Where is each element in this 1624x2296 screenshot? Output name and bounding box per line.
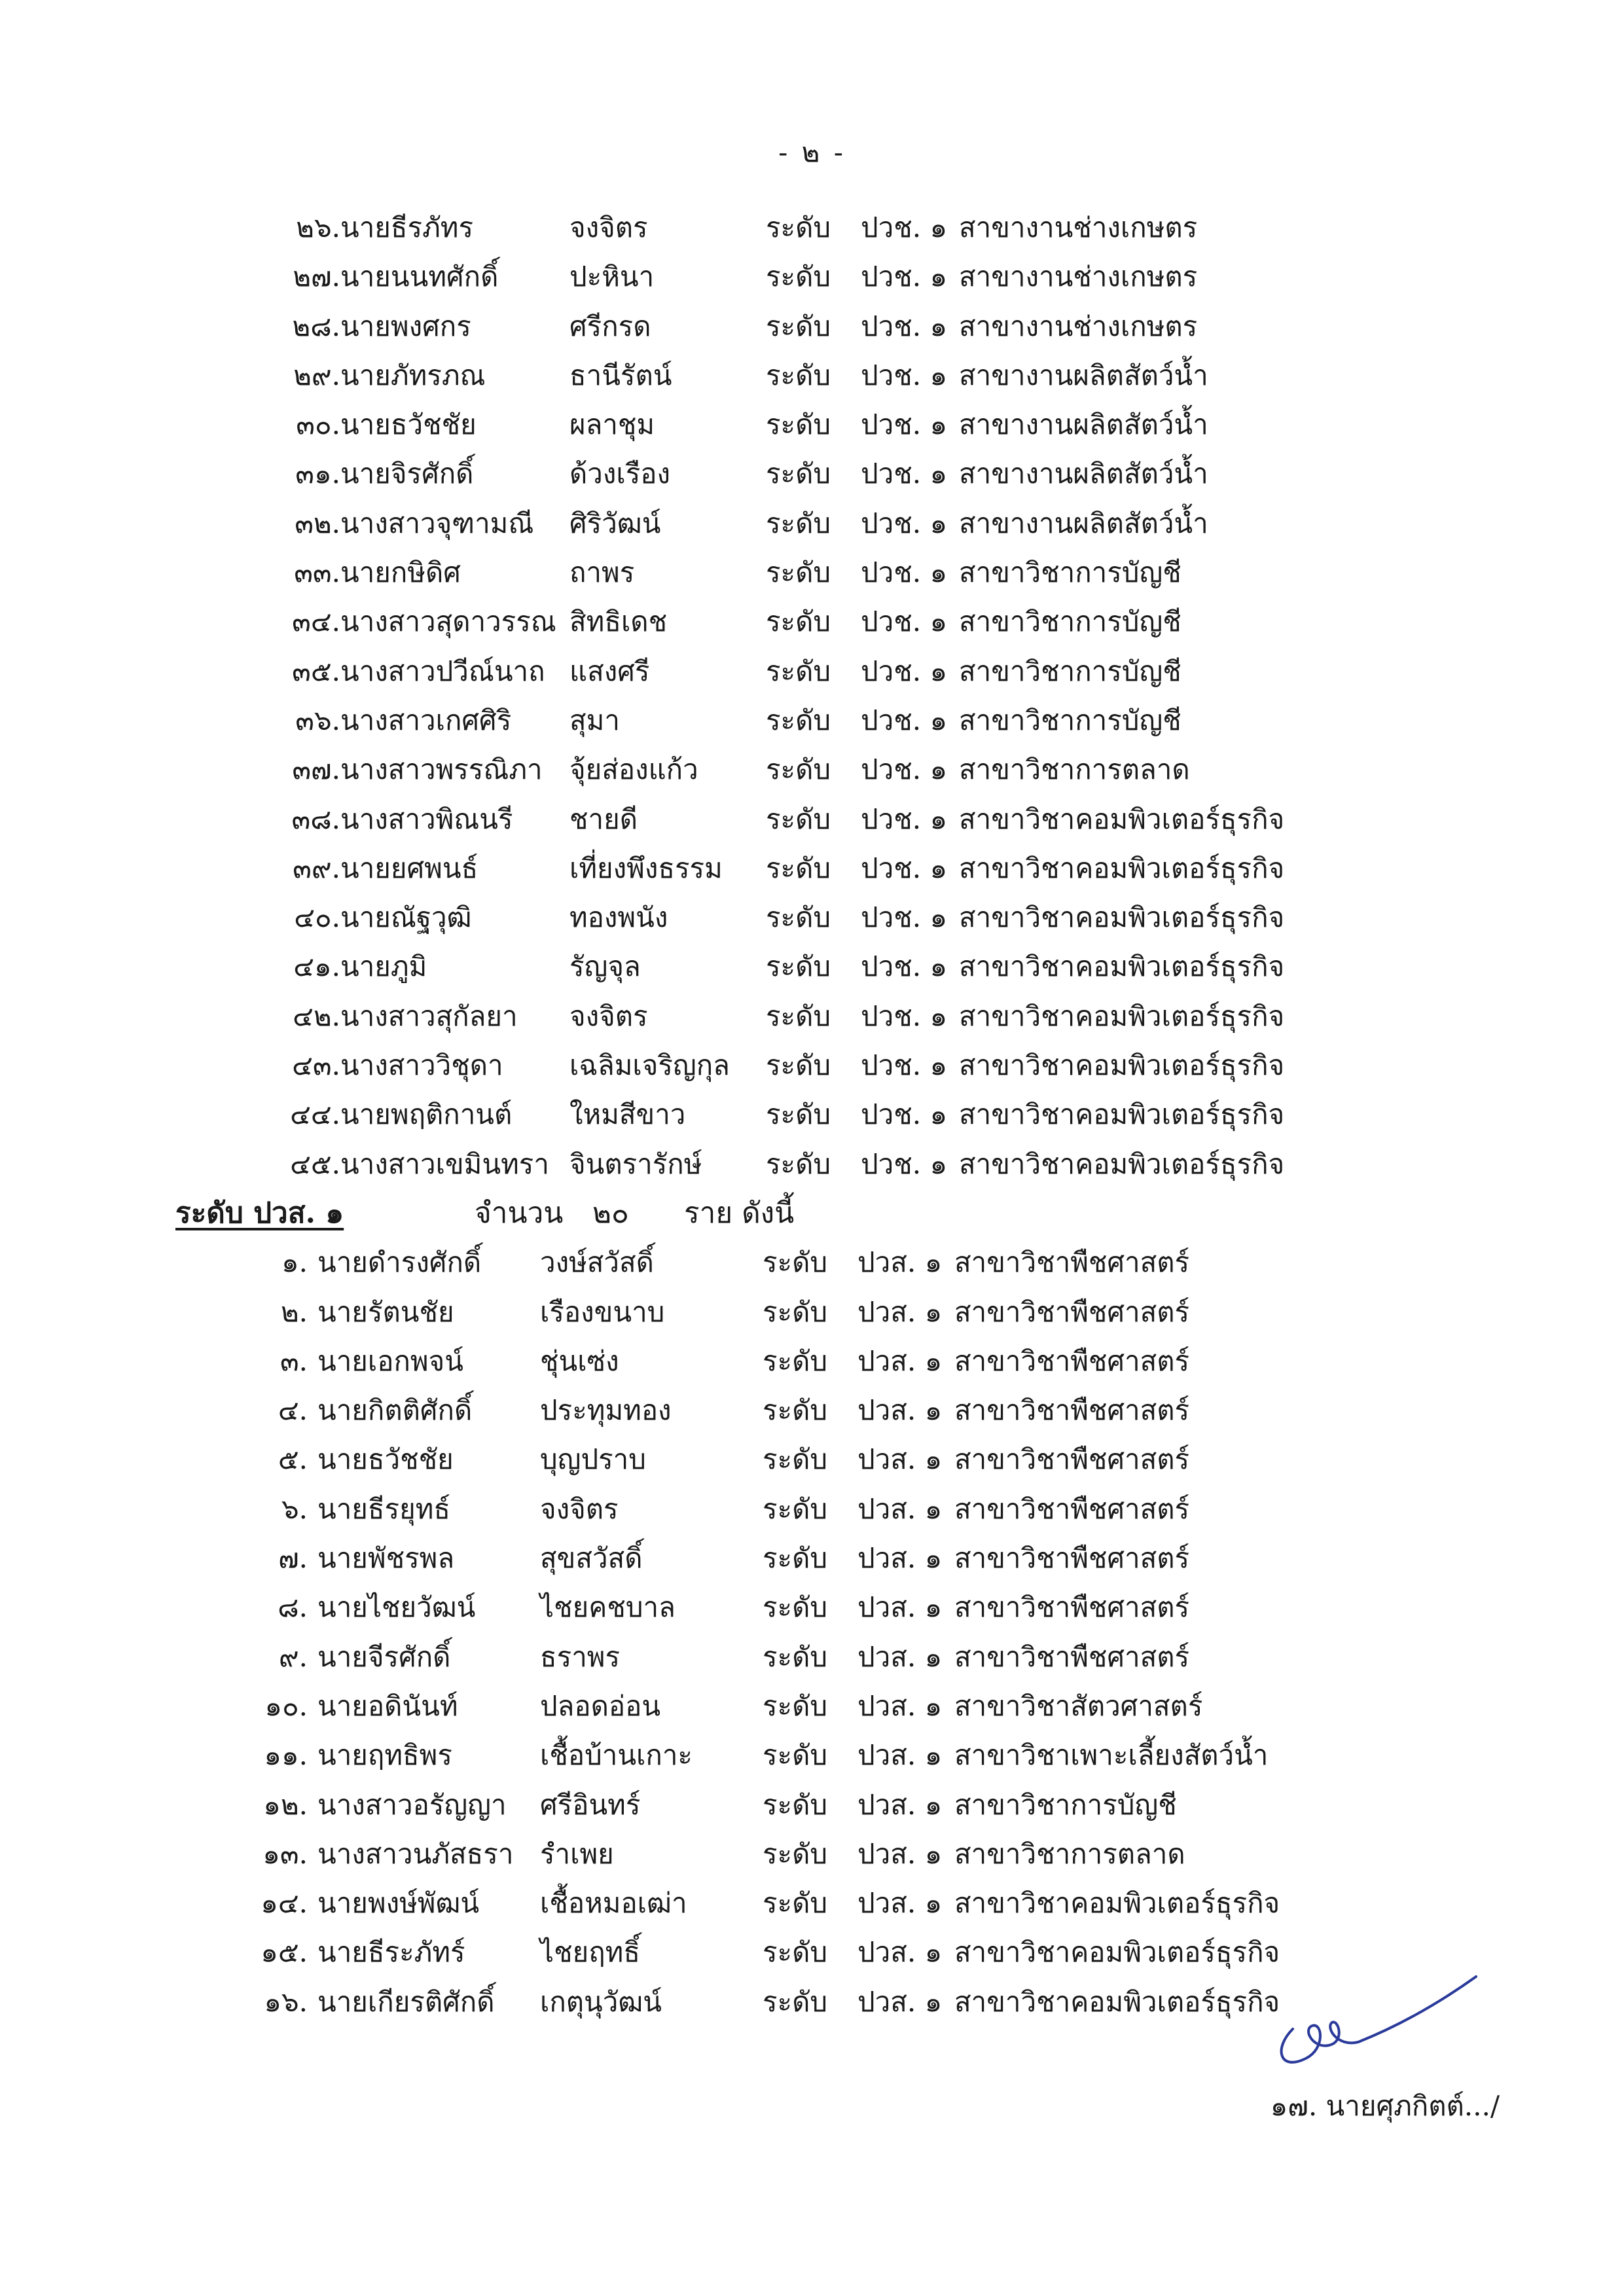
grade-level: ปวส. ๑: [857, 1394, 943, 1427]
item-number: ๔๔.: [290, 1098, 340, 1131]
item-number: ๑.: [281, 1246, 308, 1279]
family-name: จินตรารักษ์: [569, 1147, 702, 1180]
given-name: นางสาวนภัสธรา: [317, 1837, 514, 1870]
list-item: [0, 992, 1624, 1041]
given-name: นายธีรยุทธ์: [317, 1492, 451, 1525]
given-name: นายอดินันท์: [317, 1689, 458, 1722]
grade-level: ปวช. ๑: [861, 1098, 948, 1131]
list-item: [0, 302, 1624, 351]
item-number: ๕.: [278, 1443, 308, 1476]
item-number: ๔๓.: [292, 1049, 340, 1082]
level-label: ระดับ: [763, 1295, 828, 1328]
given-name: นางสาวปวีณ์นาถ: [340, 655, 545, 687]
level-label: ระดับ: [763, 1344, 828, 1377]
family-name: ทองพนัง: [569, 901, 668, 934]
item-number: ๔.: [278, 1394, 308, 1427]
grade-level: ปวช. ๑: [861, 852, 948, 884]
given-name: นายจีรศักดิ์: [317, 1640, 451, 1673]
section-higher-vocational: [0, 1238, 1624, 2026]
major-name: สาขาวิชาการบัญชี: [959, 605, 1182, 638]
major-name: สาขาวิชาเพาะเลี้ยงสัตว์น้ำ: [954, 1739, 1269, 1772]
grade-level: ปวส. ๑: [857, 1985, 943, 2018]
major-name: สาขาวิชาสัตวศาสตร์: [954, 1689, 1203, 1722]
major-name: สาขางานช่างเกษตร: [959, 211, 1198, 243]
major-name: สาขาวิชาคอมพิวเตอร์ธุรกิจ: [959, 1147, 1285, 1180]
family-name: เที่ยงพึงธรรม: [569, 852, 723, 884]
given-name: นายพัชรพล: [317, 1542, 455, 1575]
family-name: เรืองขนาบ: [540, 1295, 665, 1328]
family-name: สุขสวัสดิ์: [540, 1542, 643, 1575]
major-name: สาขางานผลิตสัตว์น้ำ: [959, 457, 1208, 490]
grade-level: ปวส. ๑: [857, 1837, 943, 1870]
given-name: นางสาวเกศศิริ: [340, 704, 512, 736]
list-item: [0, 1435, 1624, 1484]
given-name: นายพฤติกานต์: [340, 1098, 513, 1131]
list-item: [0, 499, 1624, 548]
major-name: สาขาวิชาการบัญชี: [959, 655, 1182, 687]
major-name: สาขาวิชาพืชศาสตร์: [954, 1344, 1190, 1377]
level-label: ระดับ: [766, 1049, 831, 1082]
list-item: [0, 1041, 1624, 1090]
list-item: [0, 1878, 1624, 1928]
item-number: ๑๕.: [261, 1936, 308, 1969]
family-name: เฉลิมเจริญกุล: [569, 1049, 730, 1082]
family-name: จงจิตร: [569, 999, 648, 1032]
list-item: [0, 203, 1624, 252]
grade-level: ปวส. ๑: [857, 1443, 943, 1476]
major-name: สาขาวิชาการบัญชี: [959, 704, 1182, 736]
major-name: สาขางานผลิตสัตว์น้ำ: [959, 359, 1208, 391]
item-number: ๓๙.: [293, 852, 340, 884]
list-item: [0, 893, 1624, 942]
family-name: ศรีอินทร์: [540, 1788, 641, 1821]
grade-level: ปวช. ๑: [861, 260, 948, 293]
grade-level: ปวส. ๑: [857, 1788, 943, 1821]
given-name: นายจิรศักดิ์: [340, 457, 474, 490]
grade-level: ปวส. ๑: [857, 1492, 943, 1525]
family-name: รำเพย: [540, 1837, 614, 1870]
grade-level: ปวช. ๑: [861, 211, 948, 243]
major-name: สาขาวิชาคอมพิวเตอร์ธุรกิจ: [959, 950, 1285, 983]
list-item: [0, 1090, 1624, 1139]
section-vocational-certificate: [0, 203, 1624, 1189]
major-name: สาขาวิชาคอมพิวเตอร์ธุรกิจ: [959, 1049, 1285, 1082]
signature-mark: [1267, 1950, 1483, 2075]
major-name: สาขาวิชาพืชศาสตร์: [954, 1443, 1190, 1476]
grade-level: ปวช. ๑: [861, 310, 948, 342]
major-name: สาขาวิชาการบัญชี: [954, 1788, 1177, 1821]
list-item: [0, 1829, 1624, 1878]
family-name: สุมา: [569, 704, 620, 736]
item-number: ๙.: [278, 1640, 308, 1673]
page-number: - ๒ -: [778, 136, 846, 168]
item-number: ๑๓.: [262, 1837, 308, 1870]
given-name: นายพงษ์พัฒน์: [317, 1887, 480, 1920]
item-number: ๑๒.: [263, 1788, 308, 1821]
level-label: ระดับ: [766, 852, 831, 884]
level-label: ระดับ: [763, 1936, 828, 1969]
item-number: ๔๑.: [293, 950, 340, 983]
continuation-note: ๑๗. นายศุภกิตต์.../: [1270, 2090, 1500, 2122]
family-name: จงจิตร: [540, 1492, 619, 1525]
level-label: ระดับ: [766, 1098, 831, 1131]
item-number: ๔๕.: [290, 1147, 340, 1180]
grade-level: ปวช. ๑: [861, 802, 948, 835]
major-name: สาขางานช่างเกษตร: [959, 260, 1198, 293]
section-heading-higher-vocational: [0, 1189, 1624, 1238]
major-name: สาขาวิชาพืชศาสตร์: [954, 1295, 1190, 1328]
item-number: ๒๙.: [293, 359, 340, 391]
grade-level: ปวช. ๑: [861, 901, 948, 934]
level-label: ระดับ: [763, 1640, 828, 1673]
given-name: นางสาวอรัญญา: [317, 1788, 507, 1821]
given-name: นายรัตนชัย: [317, 1295, 454, 1328]
list-item: [0, 745, 1624, 794]
level-label: ระดับ: [763, 1837, 828, 1870]
given-name: นายภูมิ: [340, 950, 427, 983]
grade-level: ปวช. ๑: [861, 1147, 948, 1180]
major-name: สาขางานผลิตสัตว์น้ำ: [959, 408, 1208, 441]
list-item: [0, 548, 1624, 597]
level-label: ระดับ: [766, 655, 831, 687]
list-item: [0, 1632, 1624, 1681]
item-number: ๓๘.: [291, 802, 340, 835]
grade-level: ปวช. ๑: [861, 359, 948, 391]
grade-level: ปวช. ๑: [861, 556, 948, 589]
item-number: ๒๗.: [293, 260, 340, 293]
list-item: [0, 1336, 1624, 1386]
grade-level: ปวส. ๑: [857, 1542, 943, 1575]
major-name: สาขาวิชาการตลาด: [959, 753, 1190, 786]
section-heading-unit: ราย ดังนี้: [684, 1196, 795, 1230]
family-name: ผลาชุม: [569, 408, 655, 441]
item-number: ๓๐.: [296, 408, 340, 441]
level-label: ระดับ: [766, 556, 831, 589]
item-number: ๑๖.: [264, 1985, 308, 2018]
item-number: ๑๔.: [261, 1887, 308, 1920]
major-name: สาขาวิชาคอมพิวเตอร์ธุรกิจ: [959, 901, 1285, 934]
list-item: [0, 400, 1624, 449]
list-item: [0, 1386, 1624, 1435]
section-heading-label: ระดับ ปวส. ๑: [175, 1196, 344, 1230]
level-label: ระดับ: [763, 1246, 828, 1279]
given-name: นางสาวจุฑามณี: [340, 507, 534, 539]
major-name: สาขาวิชาคอมพิวเตอร์ธุรกิจ: [954, 1936, 1280, 1969]
grade-level: ปวช. ๑: [861, 999, 948, 1032]
level-label: ระดับ: [766, 1147, 831, 1180]
major-name: สาขางานผลิตสัตว์น้ำ: [959, 507, 1208, 539]
grade-level: ปวส. ๑: [857, 1887, 943, 1920]
item-number: ๘.: [278, 1591, 308, 1624]
level-label: ระดับ: [766, 507, 831, 539]
family-name: ใหมสีขาว: [569, 1098, 686, 1131]
family-name: ธานีรัตน์: [569, 359, 672, 391]
given-name: นายธีระภัทร์: [317, 1936, 465, 1969]
level-label: ระดับ: [766, 753, 831, 786]
list-item: [0, 942, 1624, 991]
family-name: ศิริวัฒน์: [569, 507, 661, 539]
level-label: ระดับ: [766, 950, 831, 983]
family-name: ไชยฤทธิ์: [540, 1936, 640, 1969]
family-name: เกตุนุวัฒน์: [540, 1985, 662, 2018]
major-name: สาขาวิชาคอมพิวเตอร์ธุรกิจ: [954, 1985, 1280, 2018]
level-label: ระดับ: [763, 1985, 828, 2018]
given-name: นายกิตติศักดิ์: [317, 1394, 473, 1427]
section-heading-count-label: จำนวน: [475, 1196, 564, 1230]
given-name: นายดำรงศักดิ์: [317, 1246, 482, 1279]
level-label: ระดับ: [766, 457, 831, 490]
given-name: นายธวัชชัย: [340, 408, 477, 441]
level-label: ระดับ: [763, 1887, 828, 1920]
list-item: [0, 252, 1624, 301]
list-item: [0, 844, 1624, 893]
list-item: [0, 1139, 1624, 1189]
given-name: นางสาวพรรณิภา: [340, 753, 543, 786]
item-number: ๑๐.: [264, 1689, 308, 1722]
list-item: [0, 1238, 1624, 1287]
major-name: สาขาวิชาการบัญชี: [959, 556, 1182, 589]
list-item: [0, 1287, 1624, 1336]
major-name: สาขาวิชาพืชศาสตร์: [954, 1246, 1190, 1279]
given-name: นางสาวสุกัลยา: [340, 999, 518, 1032]
family-name: รัญจุล: [569, 950, 641, 983]
family-name: ศรีกรด: [569, 310, 651, 342]
grade-level: ปวช. ๑: [861, 655, 948, 687]
list-item: [0, 1731, 1624, 1780]
list-item: [0, 597, 1624, 646]
list-item: [0, 1583, 1624, 1632]
family-name: ธราพร: [540, 1640, 621, 1673]
given-name: นายไชยวัฒน์: [317, 1591, 476, 1624]
list-item: [0, 1484, 1624, 1534]
item-number: ๔๒.: [293, 999, 340, 1032]
item-number: ๓๖.: [295, 704, 340, 736]
level-label: ระดับ: [766, 408, 831, 441]
item-number: ๓.: [280, 1344, 308, 1377]
item-number: ๓๔.: [292, 605, 340, 638]
level-label: ระดับ: [766, 901, 831, 934]
level-label: ระดับ: [766, 211, 831, 243]
item-number: ๗.: [278, 1542, 308, 1575]
grade-level: ปวช. ๑: [861, 457, 948, 490]
grade-level: ปวส. ๑: [857, 1295, 943, 1328]
family-name: ประทุมทอง: [540, 1394, 672, 1427]
grade-level: ปวช. ๑: [861, 950, 948, 983]
family-name: ชายดี: [569, 802, 638, 835]
family-name: ถาพร: [569, 556, 635, 589]
list-item: [0, 449, 1624, 498]
family-name: สิทธิเดช: [569, 605, 668, 638]
level-label: ระดับ: [766, 359, 831, 391]
level-label: ระดับ: [766, 260, 831, 293]
item-number: ๒๖.: [296, 211, 340, 243]
level-label: ระดับ: [763, 1394, 828, 1427]
given-name: นายเกียรติศักดิ์: [317, 1985, 495, 2018]
given-name: นางสาววิชุดา: [340, 1049, 503, 1082]
item-number: ๓๗.: [292, 753, 340, 786]
list-item: [0, 1681, 1624, 1731]
major-name: สาขาวิชาคอมพิวเตอร์ธุรกิจ: [959, 999, 1285, 1032]
family-name: บุญปราบ: [540, 1443, 646, 1476]
grade-level: ปวส. ๑: [857, 1591, 943, 1624]
family-name: เชื้อหมอเฒ่า: [540, 1887, 687, 1920]
major-name: สาขางานช่างเกษตร: [959, 310, 1198, 342]
grade-level: ปวส. ๑: [857, 1640, 943, 1673]
grade-level: ปวช. ๑: [861, 753, 948, 786]
given-name: นางสาวพิณนรี: [340, 802, 513, 835]
major-name: สาขาวิชาคอมพิวเตอร์ธุรกิจ: [959, 1098, 1285, 1131]
major-name: สาขาวิชาคอมพิวเตอร์ธุรกิจ: [959, 802, 1285, 835]
family-name: วงษ์สวัสดิ์: [540, 1246, 654, 1279]
list-item: [0, 351, 1624, 400]
given-name: นายยศพนธ์: [340, 852, 478, 884]
item-number: ๒.: [280, 1295, 308, 1328]
level-label: ระดับ: [766, 605, 831, 638]
family-name: เชื้อบ้านเกาะ: [540, 1739, 693, 1772]
given-name: นางสาวสุดาวรรณ: [340, 605, 556, 638]
family-name: จุ้ยส่องแก้ว: [569, 753, 698, 786]
section-heading-count: ๒๐: [592, 1196, 629, 1230]
major-name: สาขาวิชาพืชศาสตร์: [954, 1591, 1190, 1624]
list-item: [0, 795, 1624, 844]
given-name: นายฤทธิพร: [317, 1739, 452, 1772]
level-label: ระดับ: [766, 704, 831, 736]
grade-level: ปวส. ๑: [857, 1344, 943, 1377]
family-name: ชุ่นเซ่ง: [540, 1344, 619, 1377]
major-name: สาขาวิชาคอมพิวเตอร์ธุรกิจ: [959, 852, 1285, 884]
grade-level: ปวส. ๑: [857, 1689, 943, 1722]
major-name: สาขาวิชาพืชศาสตร์: [954, 1394, 1190, 1427]
item-number: ๓๓.: [294, 556, 340, 589]
level-label: ระดับ: [763, 1739, 828, 1772]
item-number: ๒๘.: [292, 310, 340, 342]
list-item: [0, 696, 1624, 745]
level-label: ระดับ: [763, 1542, 828, 1575]
item-number: ๑๑.: [264, 1739, 308, 1772]
given-name: นายพงศกร: [340, 310, 471, 342]
grade-level: ปวช. ๑: [861, 507, 948, 539]
given-name: นายกษิดิศ: [340, 556, 461, 589]
given-name: นายธีรภัทร: [340, 211, 474, 243]
list-item: [0, 1780, 1624, 1829]
level-label: ระดับ: [763, 1591, 828, 1624]
grade-level: ปวส. ๑: [857, 1246, 943, 1279]
given-name: นายเอกพจน์: [317, 1344, 463, 1377]
item-number: ๖.: [281, 1492, 308, 1525]
given-name: นายภัทรภณ: [340, 359, 486, 391]
given-name: นายธวัชชัย: [317, 1443, 454, 1476]
level-label: ระดับ: [766, 802, 831, 835]
grade-level: ปวช. ๑: [861, 605, 948, 638]
level-label: ระดับ: [766, 310, 831, 342]
item-number: ๔๐.: [294, 901, 340, 934]
grade-level: ปวช. ๑: [861, 1049, 948, 1082]
family-name: ปะหินา: [569, 260, 655, 293]
given-name: นายณัฐวุฒิ: [340, 901, 472, 934]
grade-level: ปวส. ๑: [857, 1936, 943, 1969]
given-name: นางสาวเขมินทรา: [340, 1147, 549, 1180]
item-number: ๓๕.: [292, 655, 340, 687]
list-item: [0, 1534, 1624, 1583]
item-number: ๓๒.: [295, 507, 340, 539]
grade-level: ปวส. ๑: [857, 1739, 943, 1772]
level-label: ระดับ: [763, 1689, 828, 1722]
family-name: ปลอดอ่อน: [540, 1689, 661, 1722]
level-label: ระดับ: [763, 1443, 828, 1476]
family-name: ไชยคชบาล: [540, 1591, 676, 1624]
major-name: สาขาวิชาคอมพิวเตอร์ธุรกิจ: [954, 1887, 1280, 1920]
family-name: ด้วงเรือง: [569, 457, 671, 490]
family-name: จงจิตร: [569, 211, 648, 243]
family-name: แสงศรี: [569, 655, 650, 687]
list-item: [0, 647, 1624, 696]
student-list: [0, 203, 1624, 2026]
major-name: สาขาวิชาพืชศาสตร์: [954, 1542, 1190, 1575]
item-number: ๓๑.: [295, 457, 340, 490]
grade-level: ปวช. ๑: [861, 704, 948, 736]
major-name: สาขาวิชาพืชศาสตร์: [954, 1492, 1190, 1525]
major-name: สาขาวิชาพืชศาสตร์: [954, 1640, 1190, 1673]
major-name: สาขาวิชาการตลาด: [954, 1837, 1185, 1870]
level-label: ระดับ: [763, 1492, 828, 1525]
level-label: ระดับ: [763, 1788, 828, 1821]
level-label: ระดับ: [766, 999, 831, 1032]
grade-level: ปวช. ๑: [861, 408, 948, 441]
given-name: นายนนทศักดิ์: [340, 260, 499, 293]
